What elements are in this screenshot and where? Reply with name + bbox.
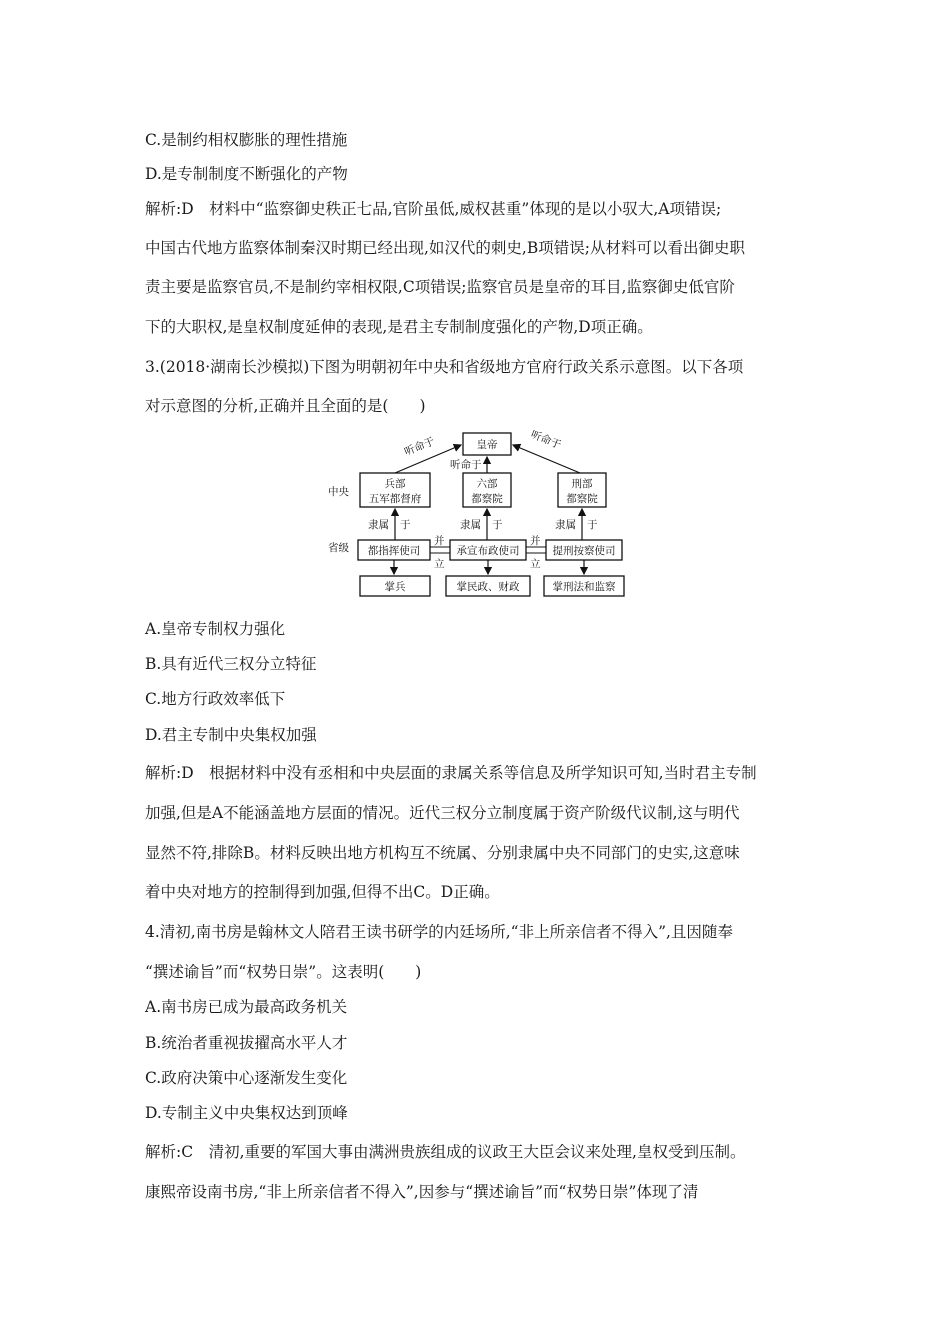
duty-mid-label: 掌民政、财政 [456, 581, 520, 593]
q4-option-c: C.政府决策中心逐渐发生变化 [145, 1069, 348, 1087]
arrow-right-to-emperor [513, 445, 580, 473]
q3-analysis-line: 显然不符,排除B。材料反映出地方机构互不统属、分别隶属中央不同部门的史实,这意味 [145, 844, 740, 862]
obey-label-left: 听命于 [402, 435, 437, 459]
q2-option-d: D.是专制制度不断强化的产物 [145, 165, 348, 183]
q4-analysis-line: 解析:C 清初,重要的军国大事由满洲贵族组成的议政王大臣会议来处理,皇权受到压制。 [145, 1143, 746, 1161]
emperor-label: 皇帝 [476, 439, 498, 451]
obey-label-mid: 听命于 [450, 459, 482, 471]
central-left-line2: 五军都督府 [368, 493, 422, 505]
q3-option-d: D.君主专制中央集权加强 [145, 726, 317, 744]
central-mid-line2: 都察院 [471, 493, 503, 505]
q2-analysis-line: 下的大职权,是皇权制度延伸的表现,是君主专制制度强化的产物,D项正确。 [145, 318, 653, 336]
q3-option-c: C.地方行政效率低下 [145, 690, 286, 708]
yu-mid: 于 [492, 519, 503, 531]
duty-left-label: 掌兵 [384, 581, 406, 593]
subordinate-left: 隶属 [368, 519, 389, 531]
bing-right: 并 [530, 535, 541, 547]
yu-left: 于 [400, 519, 411, 531]
q4-stem-line: 4.清初,南书房是翰林文人陪君王读书研学的内廷场所,“非上所亲信者不得入”,且因随奉 [145, 923, 733, 941]
central-left-line1: 兵部 [384, 478, 406, 490]
duty-right-label: 掌刑法和监察 [552, 581, 616, 593]
central-mid-line1: 六部 [476, 478, 498, 490]
bing-left: 并 [434, 535, 445, 547]
prov-mid-label: 承宣布政使司 [456, 545, 520, 557]
q2-analysis-line: 中国古代地方监察体制秦汉时期已经出现,如汉代的刺史,B项错误;从材料可以看出御史职 [145, 239, 745, 257]
q3-analysis-line: 着中央对地方的控制得到加强,但得不出C。D正确。 [145, 883, 500, 901]
subordinate-mid: 隶属 [460, 519, 481, 531]
q4-option-a: A.南书房已成为最高政务机关 [145, 998, 348, 1016]
central-right-line2: 都察院 [566, 493, 598, 505]
level-central: 中央 [328, 486, 349, 498]
q3-option-b: B.具有近代三权分立特征 [145, 655, 317, 673]
central-right-line1: 刑部 [571, 478, 593, 490]
q2-analysis-line: 责主要是监察官员,不是制约宰相权限,C项错误;监察官员是皇帝的耳目,监察御史低官阶 [145, 278, 735, 296]
q2-analysis-line: 解析:D 材料中“监察御史秩正七品,官阶虽低,威权甚重”体现的是以小驭大,A项错误; [145, 200, 722, 218]
q4-analysis-line: 康熙帝设南书房,“非上所亲信者不得入”,因参与“撰述谕旨”而“权势日崇”体现了清 [145, 1183, 699, 1201]
q4-option-d: D.专制主义中央集权达到顶峰 [145, 1104, 348, 1122]
yu-right: 于 [587, 519, 598, 531]
li-left: 立 [434, 558, 445, 570]
q3-analysis-line: 加强,但是A不能涵盖地方层面的情况。近代三权分立制度属于资产阶级代议制,这与明代 [145, 804, 740, 822]
q4-option-b: B.统治者重视拔擢高水平人才 [145, 1034, 348, 1052]
obey-label-right: 听命于 [529, 430, 563, 452]
li-right: 立 [530, 558, 541, 570]
q2-option-c: C.是制约相权膨胀的理性措施 [145, 131, 348, 149]
q3-analysis-line: 解析:D 根据材料中没有丞相和中央层面的隶属关系等信息及所学知识可知,当时君主专制 [145, 764, 757, 782]
q3-org-diagram [320, 430, 630, 600]
level-province: 省级 [328, 542, 349, 554]
q3-stem-line: 3.(2018·湖南长沙模拟)下图为明朝初年中央和省级地方官府行政关系示意图。以下各项 [145, 358, 744, 376]
prov-left-label: 都指挥使司 [367, 545, 421, 557]
q3-stem-line: 对示意图的分析,正确并且全面的是( ) [145, 397, 426, 415]
prov-right-label: 提刑按察使司 [552, 545, 616, 557]
subordinate-right: 隶属 [555, 519, 576, 531]
q3-option-a: A.皇帝专制权力强化 [145, 620, 286, 638]
q4-stem-line: “撰述谕旨”而“权势日崇”。这表明( ) [145, 963, 422, 981]
